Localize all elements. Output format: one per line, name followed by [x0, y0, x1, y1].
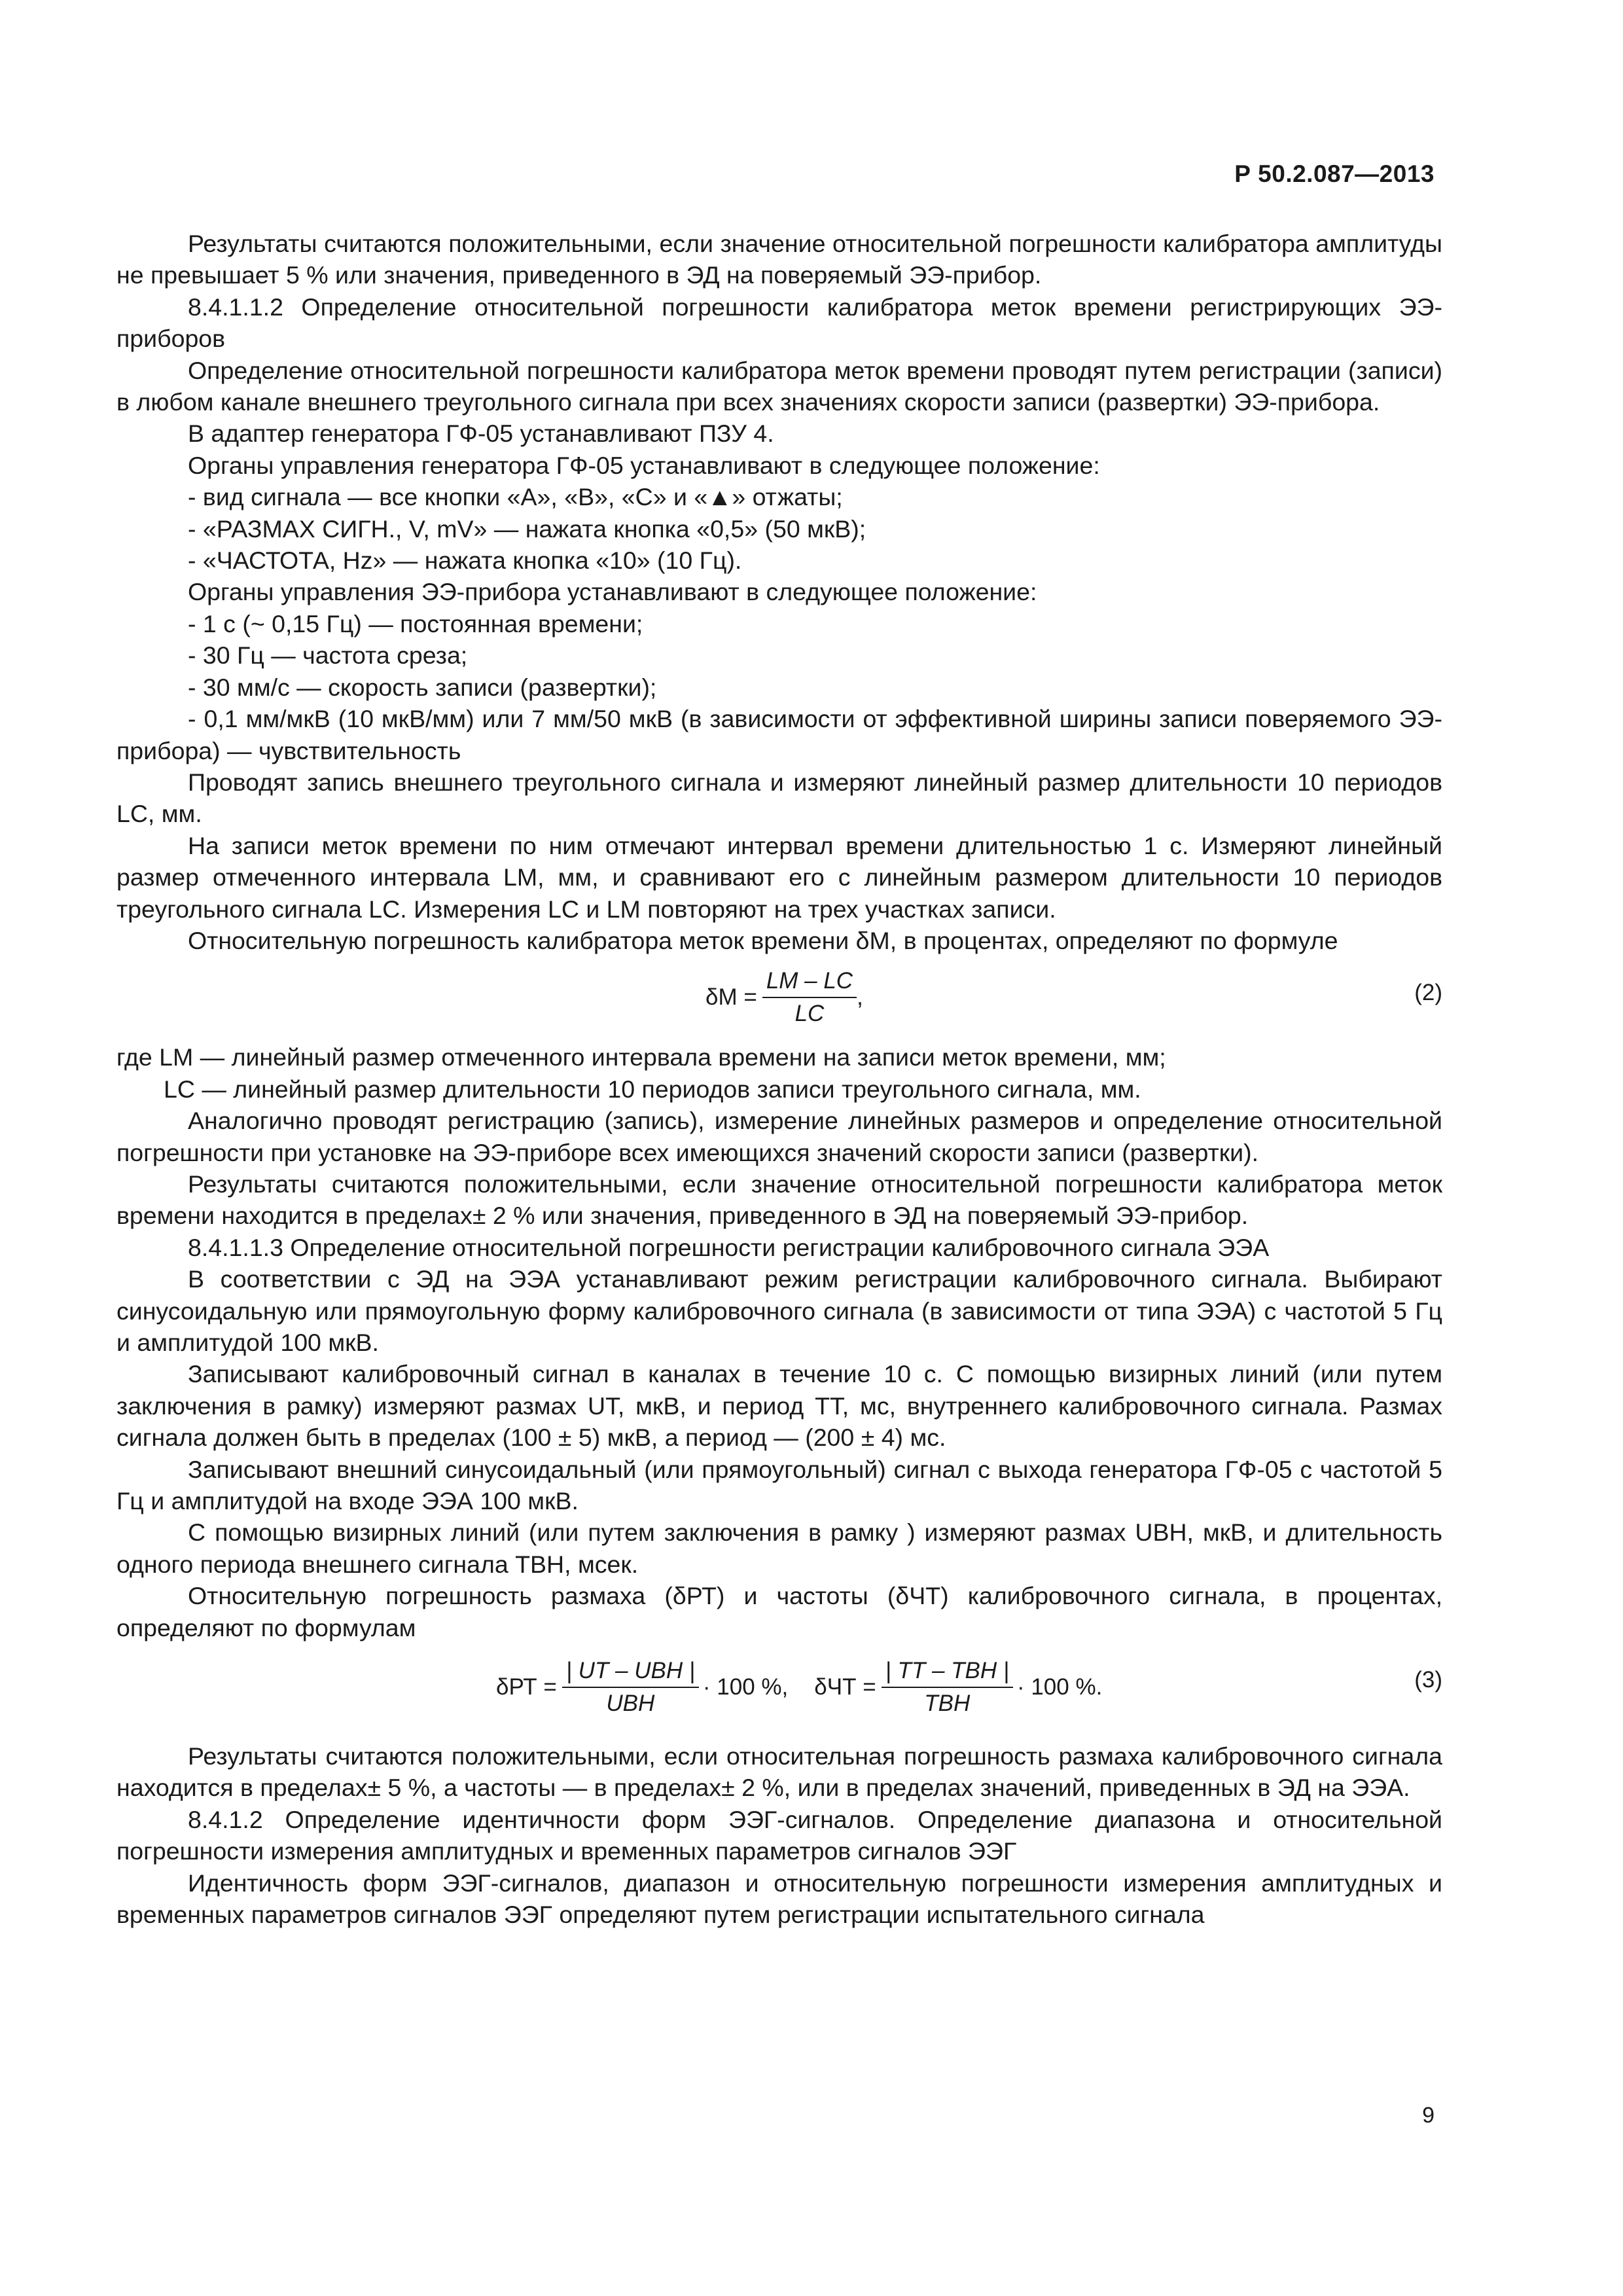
paragraph: В адаптер генератора ГФ-05 устанавливают ПЗУ 4. [188, 420, 774, 448]
paragraph: Проводят запись внешнего треугольного сигнала и измеряют линейный размер длительности 10 периодов LC, мм. [116, 768, 1442, 828]
formula-2-number: (2) [1414, 980, 1442, 1006]
formula-3b-fraction [882, 1657, 1013, 1718]
paragraph: Записывают калибровочный сигнал в каналах в течение 10 с. С помощью визирных линий (или путем заключения в рамку) измеряют размах UТ, мкВ, и период TТ, мс, внутреннего калибровочного сигнала. Размах сигнала должен быть в пределах (100 ± 5) мкВ, а период — (200 ± 4) мс. [116, 1360, 1442, 1452]
formula-3b-numerator: | TТ – TВН | [882, 1657, 1013, 1688]
list-item: - «РАЗМАХ СИГН., V, mV» — нажата кнопка «0,5» (50 мкВ); [188, 514, 866, 543]
formula-3-expression [496, 1657, 1102, 1718]
formula-3a-lhs: δРТ = [496, 1674, 557, 1700]
formula-3a-denominator: UВН [606, 1691, 655, 1717]
formula-3-number: (3) [1414, 1667, 1442, 1693]
body-text [116, 228, 1442, 1931]
formula-3a-tail: · 100 %, [702, 1674, 789, 1700]
formula-3a-fraction [562, 1657, 699, 1718]
list-item: - 30 Гц — частота среза; [188, 641, 468, 670]
section-heading: 8.4.1.2 Определение идентичности форм ЭЭГ-сигналов. Определение диапазона и относительной погрешности измерения амплитудных и временных параметров сигналов ЭЭГ [116, 1805, 1442, 1865]
list-item: - вид сигнала — все кнопки «А», «В», «С» и «▲» отжаты; [188, 483, 843, 511]
list-item: - 1 с (~ 0,15 Гц) — постоянная времени; [188, 609, 643, 637]
paragraph: Результаты считаются положительными, если значение относительной погрешности калибратора меток времени находится в пределах± 2 % или значения, приведенного в ЭД на поверяемый ЭЭ-прибор. [116, 1170, 1442, 1230]
paragraph: Органы управления генератора ГФ-05 устанавливают в следующее положение: [188, 451, 1100, 479]
list-item: - 0,1 мм/мкВ (10 мкВ/мм) или 7 мм/50 мкВ (в зависимости от эффективной ширины записи поверяемого ЭЭ-прибора) — чувствительность [116, 705, 1442, 764]
formula-3a-numerator: | UТ – UВН | [562, 1657, 699, 1688]
paragraph: Записывают внешний синусоидальный (или прямоугольный) сигнал с выхода генератора ГФ-05 с частотой 5 Гц и амплитудой на входе ЭЭА 100 мкВ. [116, 1455, 1442, 1515]
formula-3 [116, 1650, 1442, 1734]
paragraph: Определение относительной погрешности калибратора меток времени проводят путем регистрации (записи) в любом канале внешнего треугольного сигнала при всех значениях скорости записи (развертки) ЭЭ-прибора. [116, 356, 1442, 416]
formula-2-denominator: LС [794, 1001, 825, 1027]
list-item: - «ЧАСТОТА, Hz» — нажата кнопка «10» (10 Гц). [188, 547, 742, 575]
paragraph: Относительную погрешность калибратора меток времени δМ, в процентах, определяют по формуле [188, 926, 1338, 954]
paragraph: Результаты считаются положительными, если значение относительной погрешности калибратора амплитуды не превышает 5 % или значения, приведенного в ЭД на поверяемый ЭЭ-прибор. [116, 230, 1442, 289]
document-id: Р 50.2.087—2013 [1234, 160, 1435, 187]
paragraph: В соответствии с ЭД на ЭЭА устанавливают режим регистрации калибровочного сигнала. Выбирают синусоидальную или прямоугольную форму калибровочного сигнала (в зависимости от типа ЭЭА) с частотой 5 Гц и амплитудой 100 мкВ. [116, 1265, 1442, 1356]
formula-2-fraction [762, 967, 857, 1028]
section-heading: 8.4.1.1.3 Определение относительной погрешности регистрации калибровочного сигнала ЭЭА [188, 1233, 1270, 1261]
formula-3b-denominator: TВН [924, 1691, 971, 1717]
paragraph: Аналогично проводят регистрацию (запись), измерение линейных размеров и определение относительной погрешности при установке на ЭЭ-приборе всех имеющихся значений скорости записи (развертки). [116, 1107, 1442, 1166]
paragraph: где LМ — линейный размер отмеченного интервала времени на записи меток времени, мм; [116, 1043, 1166, 1071]
paragraph: С помощью визирных линий (или путем заключения в рамку ) измеряют размах UВН, мкВ, и длительность одного периода внешнего сигнала TВН, мсек. [116, 1518, 1442, 1578]
page-number: 9 [1422, 2103, 1435, 2128]
formula-3b-lhs: δЧТ = [814, 1674, 876, 1700]
section-heading: 8.4.1.1.2 Определение относительной погрешности калибратора меток времени регистрирующих ЭЭ-приборов [116, 293, 1442, 353]
paragraph: На записи меток времени по ним отмечают интервал времени длительностью 1 с. Измеряют линейный размер отмеченного интервала LМ, мм, и сравнивают его с линейным размером длительности 10 периодов треугольного сигнала LC. Измерения LC и LМ повторяют на трех участках записи. [116, 831, 1442, 923]
list-item: - 30 мм/с — скорость записи (развертки); [188, 673, 657, 701]
paragraph: Органы управления ЭЭ-прибора устанавливают в следующее положение: [188, 578, 1037, 606]
paragraph: Результаты считаются положительными, если относительная погрешность размаха калибровочного сигнала находится в пределах± 5 %, а частоты — в пределах± 2 %, или в пределах значений, приведенных в ЭД на ЭЭА. [116, 1742, 1442, 1802]
formula-2-expression [705, 967, 863, 1028]
paragraph: Идентичность форм ЭЭГ-сигналов, диапазон и относительную погрешности измерения амплитудных и временных параметров сигналов ЭЭГ определяют путем регистрации испытательного сигнала [116, 1869, 1442, 1929]
paragraph: Относительную погрешность размаха (δРТ) и частоты (δЧТ) калибровочного сигнала, в процентах, определяют по формулам [116, 1582, 1442, 1641]
paragraph: LC — линейный размер длительности 10 периодов записи треугольного сигнала, мм. [164, 1075, 1141, 1103]
formula-2-lhs: δМ = [705, 984, 757, 1011]
formula-2-numerator: LМ – LС [762, 967, 857, 998]
formula-2-tail: , [857, 984, 863, 1011]
formula-3b-tail: · 100 %. [1016, 1674, 1103, 1700]
formula-2 [116, 960, 1442, 1039]
